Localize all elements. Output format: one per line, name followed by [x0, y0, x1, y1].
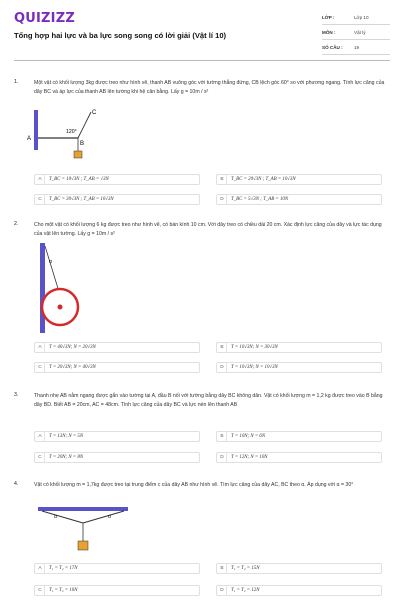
- wall: [40, 243, 45, 333]
- angle-label: α: [49, 259, 52, 265]
- option-text: T₁ = T₂ = 12N: [231, 588, 260, 593]
- option-d[interactable]: [216, 452, 382, 463]
- option-a[interactable]: [34, 342, 200, 353]
- option-c[interactable]: [34, 194, 200, 205]
- rope: [45, 246, 60, 295]
- question-1: [14, 79, 390, 209]
- question-2: [14, 221, 390, 381]
- option-letter: A: [36, 432, 45, 441]
- meta-box: [322, 10, 390, 55]
- option-letter: B: [218, 343, 227, 352]
- option-letter: B: [218, 432, 227, 441]
- angle-label: 120°: [66, 129, 77, 135]
- question-number: 4.: [14, 481, 19, 487]
- label-a: A: [27, 136, 32, 142]
- option-b[interactable]: [216, 563, 382, 574]
- option-text: T_BC = 20√3N ; T_AB = 10√3N: [231, 177, 296, 182]
- option-letter: A: [36, 564, 45, 573]
- angle-label-left: α: [54, 514, 57, 520]
- option-text: T = 12N; N = 10N: [231, 455, 268, 460]
- option-a[interactable]: [34, 563, 200, 574]
- option-text: T_BC = 30√3N ; T_AB = 10√3N: [49, 197, 114, 202]
- figure-bracket-weight: [26, 107, 96, 163]
- option-text: T = 10N; N = 6N: [231, 434, 266, 439]
- option-letter: C: [36, 363, 45, 372]
- figure-hanging-weight: [38, 507, 130, 553]
- option-letter: D: [218, 586, 227, 595]
- option-letter: A: [36, 343, 45, 352]
- option-text: T = 40√3N; N = 20√3N: [49, 345, 96, 350]
- option-b[interactable]: [216, 342, 382, 353]
- option-text: T = 20N; N = 8N: [49, 455, 84, 460]
- rope-bc: [83, 511, 124, 523]
- option-letter: D: [218, 363, 227, 372]
- header-divider: [14, 60, 390, 61]
- option-text: T = 20√3N; N = 40√3N: [49, 365, 96, 370]
- label-c: C: [92, 110, 96, 116]
- angle-label-right: α: [108, 514, 111, 520]
- option-text: T₁ = T₂ = 17N: [49, 566, 78, 571]
- page-title: Tổng hợp hai lực và ba lực song song có lời giải (Vật lí 10): [14, 31, 227, 40]
- option-a[interactable]: [34, 174, 200, 185]
- meta-key: MÔN :: [322, 29, 336, 35]
- option-letter: C: [36, 195, 45, 204]
- option-b[interactable]: [216, 174, 382, 185]
- option-letter: B: [218, 564, 227, 573]
- question-text: Vật có khối lượng m = 1,7kg được treo tại trung điểm c của dây AB như hình vẽ. Tìm lực căng của dây AC, BC theo α. Áp dụng với α = 30°: [34, 482, 354, 488]
- option-letter: D: [218, 453, 227, 462]
- question-number: 2.: [14, 221, 19, 227]
- option-text: T = 10√3N; N = 10√3N: [231, 365, 278, 370]
- meta-value: 19: [354, 44, 360, 50]
- question-3: [14, 392, 390, 472]
- option-a[interactable]: [34, 431, 200, 442]
- question-4: [14, 481, 390, 599]
- option-text: T = 13N; N = 5N: [49, 434, 84, 439]
- question-number: 1.: [14, 79, 19, 85]
- ceiling: [38, 507, 128, 511]
- option-c[interactable]: [34, 452, 200, 463]
- rope-bc: [78, 112, 91, 138]
- figure-ball-on-wall: [38, 243, 98, 333]
- option-letter: C: [36, 586, 45, 595]
- weight-block: [74, 151, 82, 158]
- meta-row-subject: [322, 25, 390, 40]
- option-c[interactable]: [34, 362, 200, 373]
- option-letter: C: [36, 453, 45, 462]
- option-letter: A: [36, 175, 45, 184]
- option-c[interactable]: [34, 585, 200, 596]
- question-number: 3.: [14, 392, 19, 398]
- meta-value: Lớp 10: [354, 14, 369, 20]
- option-letter: B: [218, 175, 227, 184]
- weight-block: [78, 541, 88, 550]
- option-text: T₁ = T₂ = 15N: [231, 566, 260, 571]
- label-b: B: [80, 141, 85, 147]
- meta-value: Vật lý: [354, 29, 366, 35]
- option-d[interactable]: [216, 585, 382, 596]
- wall: [34, 110, 38, 150]
- question-text: Cho một vật có khối lượng 6 kg được treo như hình vẽ, có bán kính 10 cm. Với dây treo có chiều dài 20 cm. Xác định lực căng của dây và lực tác dụng của vật lên tường. Lấy g = 10m / s²: [34, 222, 382, 237]
- question-text: Một vật có khối lượng 3kg được treo như hình vẽ, thanh AB vuông góc với tường thẳng đứng, CB lệch góc 60° so với phương ngang. Tính lực căng của dây BC và áp lực của thanh AB lên tường khi hệ cân bằng. Lấy g = 10m / s²: [34, 80, 385, 95]
- option-b[interactable]: [216, 431, 382, 442]
- option-text: T₁ = T₂ = 10N: [49, 588, 78, 593]
- meta-key: SỐ CÂU :: [322, 44, 343, 50]
- quizizz-logo[interactable]: QUIZIZZ: [14, 11, 75, 26]
- option-letter: D: [218, 195, 227, 204]
- meta-key: LỚP :: [322, 14, 335, 20]
- option-text: T_BC = 5√3N ; T_AB = 10N: [231, 197, 289, 202]
- meta-row-class: [322, 10, 390, 25]
- ball-center: [58, 305, 63, 310]
- option-text: T = 10√3N; N = 30√3N: [231, 345, 278, 350]
- question-text: Thanh nhẹ AB nằm ngang được gắn vào tường tại A, đầu B nối với tường bằng dây BC không dãn. Vật có khối lượng m = 1,2 kg được treo vào B bằng dây BD. Biết AB = 20cm, AC = 48cm. Tính lực căng của dây BC và lực nén lên thanh AB: [34, 393, 383, 408]
- option-d[interactable]: [216, 194, 382, 205]
- option-text: T_BC = 10√3N ; T_AB = √3N: [49, 177, 109, 182]
- meta-row-count: [322, 40, 390, 55]
- rope-ac: [42, 511, 83, 523]
- option-d[interactable]: [216, 362, 382, 373]
